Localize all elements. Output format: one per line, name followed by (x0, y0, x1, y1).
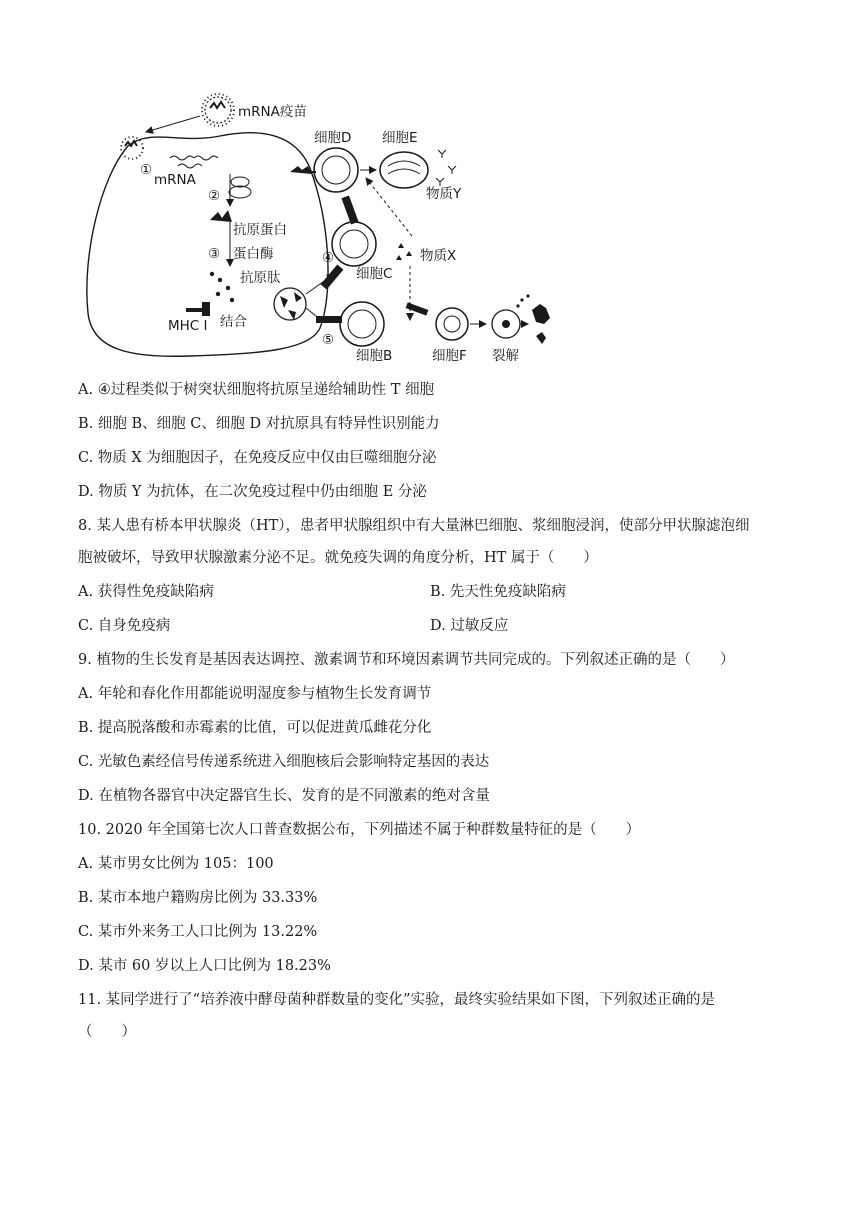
q8-option-d: D. 过敏反应 (430, 618, 509, 634)
antibody-icons (436, 150, 456, 186)
q10-stem: 10. 2020 年全国第七次人口普查数据公布，下列描述不属于种群数量特征的是（ ） (78, 822, 641, 838)
q8-stem-line-2: 胞被破坏，导致甲状腺激素分泌不足。就免疫失调的角度分析，HT 属于（ ） (78, 550, 598, 566)
q7-option-a: A. ④过程类似于树突状细胞将抗原呈递给辅助性 T 细胞 (78, 382, 435, 398)
mhc-antigen-complex-icon (274, 288, 306, 320)
mhc-i-label: MHC Ⅰ (168, 318, 208, 334)
cell-c (332, 222, 376, 266)
q10-option-d: D. 某市 60 岁以上人口比例为 18.23% (78, 958, 331, 974)
cell-c-label: 细胞C (356, 266, 393, 282)
q9-option-a: A. 年轮和春化作用都能说明湿度参与植物生长发育调节 (78, 686, 432, 702)
vaccine-in-cell-icon (121, 137, 143, 159)
q8-option-a: A. 获得性免疫缺陷病 (78, 584, 214, 600)
q9-option-d: D. 在植物各器官中决定器官生长、发育的是不同激素的绝对含量 (78, 788, 490, 804)
cell-f (436, 308, 468, 340)
q11-stem-line-2: （ ） (78, 1024, 136, 1040)
protease-label: 蛋白酶 (233, 246, 274, 262)
antigen-protein-label: 抗原蛋白 (233, 222, 287, 238)
substance-y-label: 物质Y (426, 186, 462, 202)
q7-option-d: D. 物质 Y 为抗体，在二次免疫过程中仍由细胞 E 分泌 (78, 484, 427, 500)
step-4-label: ④ (322, 250, 335, 266)
cell-d-label: 细胞D (314, 130, 352, 146)
cell-f-label: 细胞F (432, 348, 467, 364)
q7-option-b: B. 细胞 B、细胞 C、细胞 D 对抗原具有特异性识别能力 (78, 416, 440, 432)
step-3-label: ③ (208, 246, 221, 262)
vaccine-label: mRNA疫苗 (238, 104, 307, 120)
step-2-label: ② (208, 188, 221, 204)
vaccine-particle-icon (202, 94, 234, 126)
antigen-protein-icon (210, 210, 232, 222)
step-5-label: ⑤ (322, 332, 335, 348)
q10-option-c: C. 某市外来务工人口比例为 13.22% (78, 924, 318, 940)
cell-e-label: 细胞E (382, 130, 418, 146)
antigen-peptide-dots (210, 272, 234, 302)
q8-option-b: B. 先天性免疫缺陷病 (430, 584, 566, 600)
antigen-peptide-label: 抗原肽 (240, 270, 281, 286)
substance-x-dots (396, 243, 412, 260)
q9-stem: 9. 植物的生长发育是基因表达调控、激素调节和环境因素调节共同完成的。下列叙述正确的是（ ） (78, 652, 735, 668)
q10-option-a: A. 某市男女比例为 105：100 (78, 856, 274, 872)
mhc-i-icon (186, 302, 210, 316)
q11-stem-line-1: 11. 某同学进行了“培养液中酵母菌种群数量的变化”实验，最终实验结果如下图，下列叙述正确的是 (78, 992, 715, 1008)
q9-option-c: C. 光敏色素经信号传递系统进入细胞核后会影响特定基因的表达 (78, 754, 490, 770)
lysis-fragments-icon (516, 294, 550, 344)
bind-label: 结合 (220, 314, 247, 330)
cell-d (314, 148, 358, 192)
q8-option-c: C. 自身免疫病 (78, 618, 171, 634)
cell-e (380, 152, 428, 188)
lysis-label: 裂解 (492, 348, 519, 364)
step-1-label: ① (140, 162, 153, 178)
mrna-vaccine-immune-diagram (70, 88, 570, 368)
mrna-label: mRNA (154, 172, 196, 188)
q7-option-c: C. 物质 X 为细胞因子，在免疫反应中仅由巨噬细胞分泌 (78, 450, 437, 466)
q9-option-b: B. 提高脱落酸和赤霉素的比值，可以促进黄瓜雌花分化 (78, 720, 432, 736)
cell-b-label: 细胞B (356, 348, 393, 364)
cell-b (340, 302, 384, 346)
ribosome-icon (229, 177, 251, 198)
substance-x-label: 物质X (420, 248, 457, 264)
q10-option-b: B. 某市本地户籍购房比例为 33.33% (78, 890, 318, 906)
q8-stem-line-1: 8. 某人患有桥本甲状腺炎（HT），患者甲状腺组织中有大量淋巴细胞、浆细胞浸润，使部分甲状腺滤泡细 (78, 518, 750, 534)
